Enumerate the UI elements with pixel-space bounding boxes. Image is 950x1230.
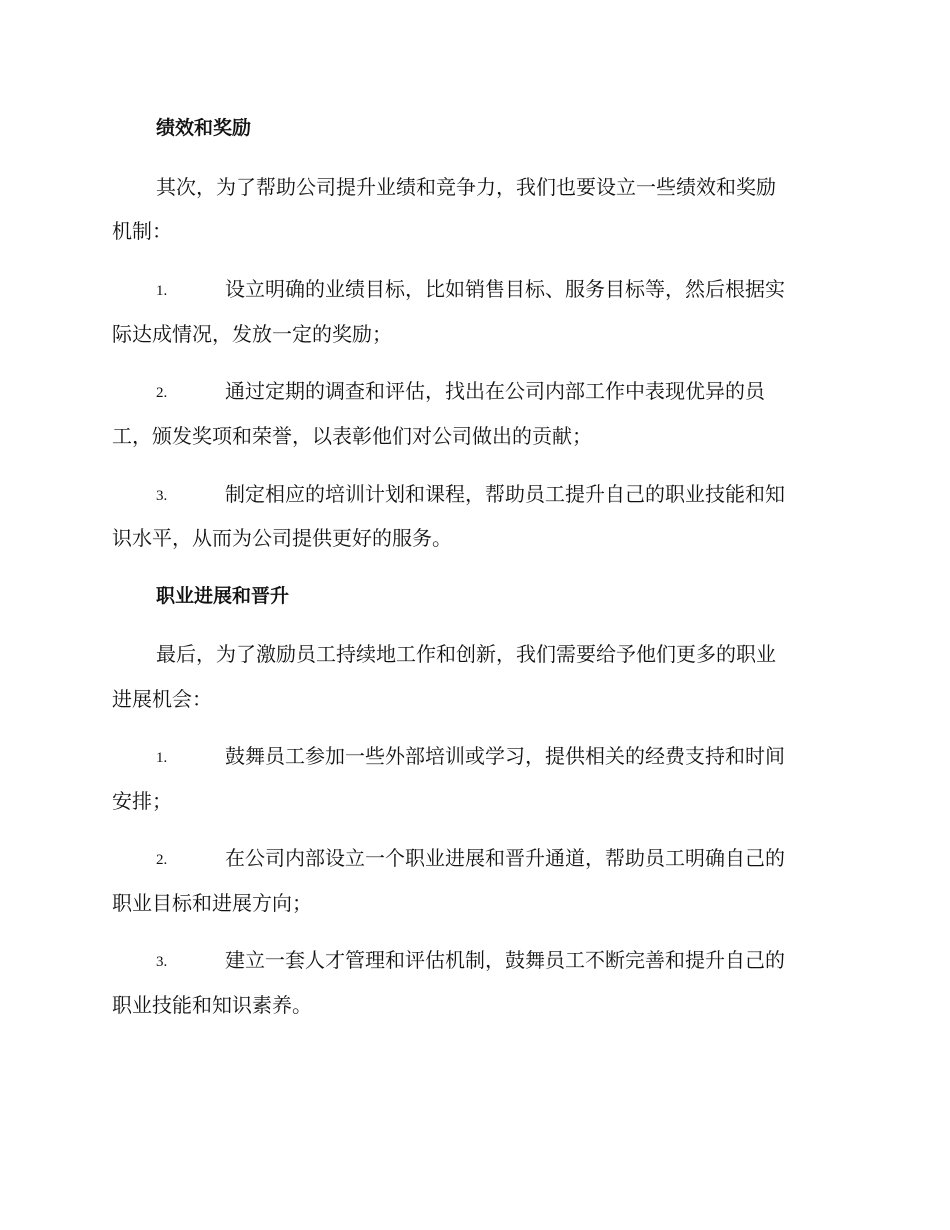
list-number: 3. [156, 954, 168, 970]
list-item-line: 在公司内部设立一个职业进展和晋升通道，帮助员工明确自己的 [225, 846, 785, 870]
section-heading-performance: 绩效和奖励 [156, 117, 252, 139]
list-item-line: 际达成情况，发放一定的奖励； [112, 322, 392, 346]
list-item-line: 职业技能和知识素养。 [112, 993, 312, 1017]
list-item-line: 通过定期的调查和评估，找出在公司内部工作中表现优异的员 [225, 379, 765, 403]
list-number: 3. [156, 488, 168, 504]
intro-line: 最后，为了激励员工持续地工作和创新，我们需要给予他们更多的职业 [156, 642, 776, 666]
list-item-line: 职业目标和进展方向； [112, 891, 312, 915]
list-number: 2. [156, 385, 168, 401]
list-number: 2. [156, 852, 168, 868]
list-item-line: 识水平，从而为公司提供更好的服务。 [112, 526, 452, 550]
list-item-line: 工，颁发奖项和荣誉，以表彰他们对公司做出的贡献； [112, 424, 592, 448]
intro-line: 进展机会： [112, 687, 212, 711]
list-item-line: 制定相应的培训计划和课程，帮助员工提升自己的职业技能和知 [225, 482, 785, 506]
intro-line: 机制： [112, 219, 172, 243]
list-number: 1. [156, 750, 168, 766]
list-item-line: 建立一套人才管理和评估机制，鼓舞员工不断完善和提升自己的 [225, 948, 785, 972]
intro-line: 其次，为了帮助公司提升业绩和竞争力，我们也要设立一些绩效和奖励 [156, 175, 776, 199]
list-item-line: 设立明确的业绩目标，比如销售目标、服务目标等，然后根据实 [225, 277, 785, 301]
list-number: 1. [156, 283, 168, 299]
list-item-line: 安排； [112, 789, 172, 813]
section-heading-career: 职业进展和晋升 [156, 585, 290, 607]
list-item-line: 鼓舞员工参加一些外部培训或学习，提供相关的经费支持和时间 [225, 744, 785, 768]
